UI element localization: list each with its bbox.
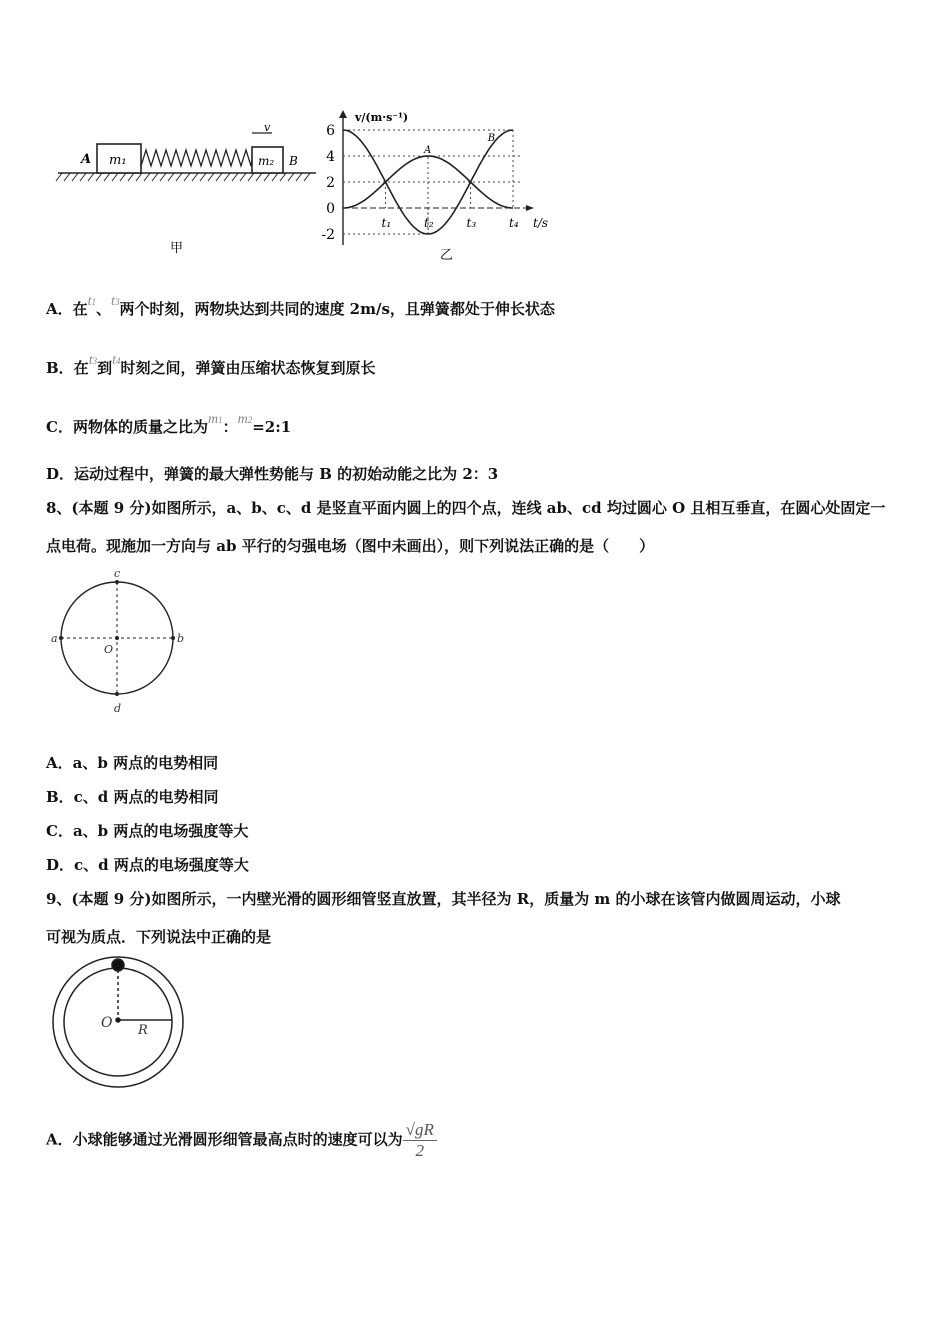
- radius-label: R: [138, 1023, 148, 1038]
- y-axis-label: v/(m·s⁻¹): [355, 111, 409, 124]
- x-axis-label: t/s: [533, 216, 549, 230]
- x-tick-label: t₂: [424, 216, 434, 230]
- label-a: A: [81, 152, 92, 167]
- y-tick-label: 4: [326, 149, 335, 165]
- point-b-label: b: [177, 632, 185, 645]
- q8-option-a: A．a、b 两点的电势相同: [46, 754, 219, 772]
- point-c-label: c: [114, 567, 121, 580]
- x-tick-label: t₃: [466, 216, 477, 230]
- chart-caption: 乙: [440, 248, 454, 263]
- circle-diagram: [60, 581, 175, 696]
- q7-option-a: A．在t1、t3两个时刻，两物块达到共同的速度 2m/s，且弹簧都处于伸长状态: [46, 294, 555, 318]
- label-m2: m₂: [258, 154, 275, 168]
- ring-center-label: O: [101, 1015, 113, 1031]
- q7-option-b: B．在t3到t4时刻之间，弹簧由压缩状态恢复到原长: [46, 353, 376, 377]
- center-o-label: O: [104, 643, 114, 656]
- q8-stem-line2: 点电荷。现施加一方向与 ab 平行的匀强电场（图中未画出），则下列说法正确的是（ ）: [46, 537, 655, 555]
- q9-option-a: A．小球能够通过光滑圆形细管最高点时的速度可以为 $\frac{√gR}{2}$: [46, 1120, 437, 1161]
- y-tick-label: 2: [326, 175, 335, 191]
- series-label-b: B: [487, 133, 496, 144]
- label-m1: m₁: [109, 153, 127, 168]
- point-a-label: a: [51, 632, 58, 645]
- q8-stem-line1: 8、(本题 9 分)如图所示，a、b、c、d 是竖直平面内圆上的四个点，连线 ab、cd 均过圆心 O 且相互垂直，在圆心处固定一: [46, 499, 886, 517]
- q8-option-b: B．c、d 两点的电势相同: [46, 788, 219, 806]
- x-tick-label: t₁: [381, 216, 392, 230]
- y-axis-arrow: [339, 110, 347, 118]
- y-tick-label: 0: [326, 201, 335, 217]
- velocity-chart: [321, 110, 548, 263]
- q9-stem-line2: 可视为质点．下列说法中正确的是: [46, 928, 272, 946]
- spring-block-figure: [56, 133, 316, 181]
- q8-option-d: D．c、d 两点的电场强度等大: [46, 856, 249, 874]
- q7-option-d: D．运动过程中，弹簧的最大弹性势能与 B 的初始动能之比为 2：3: [46, 465, 499, 483]
- y-tick-label: -2: [321, 227, 335, 243]
- ball: [112, 959, 124, 971]
- figure-caption-jia: 甲: [170, 241, 184, 256]
- y-tick-label: 6: [326, 123, 335, 139]
- point-d-label: d: [114, 702, 122, 715]
- series-label-a: A: [424, 145, 432, 156]
- tube-ring-diagram: [53, 957, 183, 1087]
- fraction: $\frac{√gR}{2}$: [403, 1120, 437, 1161]
- q7-option-c: C．两物体的质量之比为m1：m2=2:1: [46, 412, 292, 436]
- q9-stem-line1: 9、(本题 9 分)如图所示，一内壁光滑的圆形细管竖直放置，其半径为 R，质量为 m 的小球在该管内做圆周运动，小球: [46, 890, 841, 908]
- x-axis-arrow: [526, 205, 534, 211]
- label-v: v: [264, 121, 271, 134]
- x-tick-label: t₄: [509, 216, 519, 230]
- label-b: B: [289, 154, 298, 168]
- q8-option-c: C．a、b 两点的电场强度等大: [46, 822, 249, 840]
